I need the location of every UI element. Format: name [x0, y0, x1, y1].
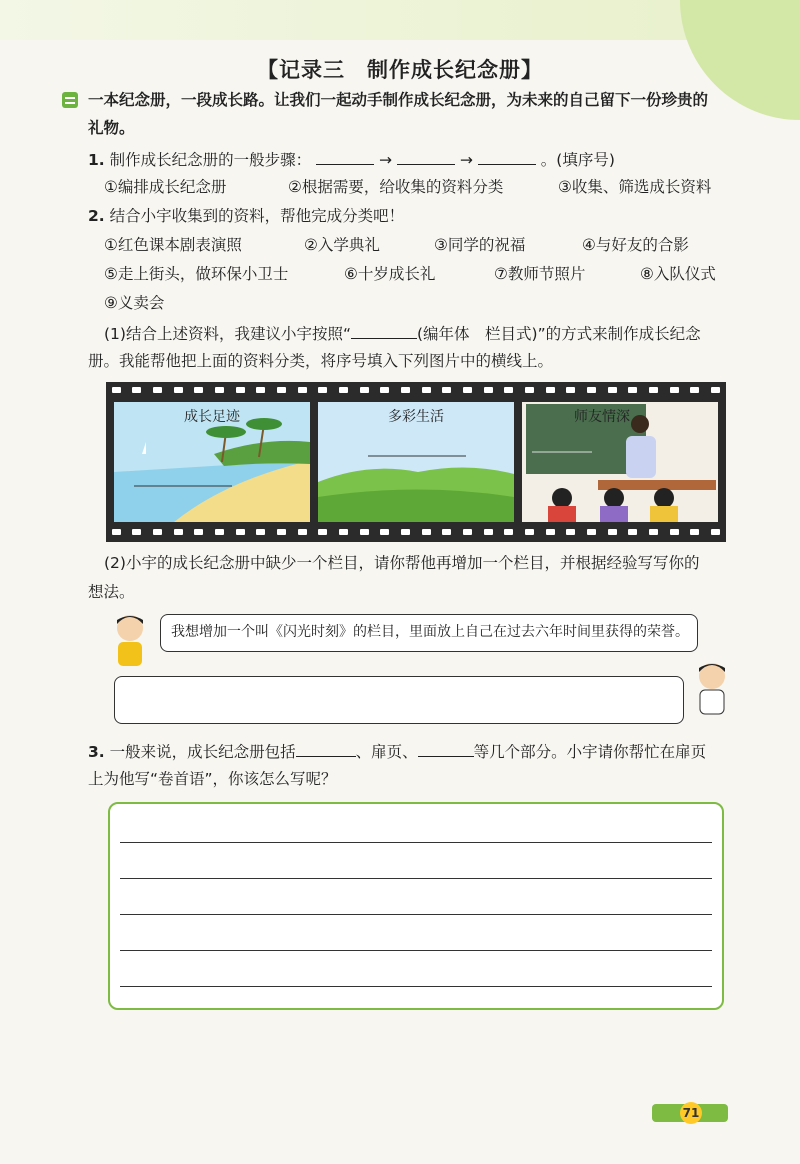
frame-teacher-friends [522, 402, 718, 522]
q3-text-b: 、扉页、 [355, 743, 418, 761]
q2-sub1-text-a: (1)结合上述资料，我建议小宇按照“ [104, 325, 351, 343]
q2-item: ③同学的祝福 [434, 236, 526, 254]
q2-item: ⑥十岁成长礼 [344, 265, 436, 283]
q3-line1 [88, 740, 706, 763]
q2-item: ⑤走上街头，做环保小卫士 [104, 265, 289, 283]
q1-option-2: ②根据需要，给收集的资料分类 [288, 178, 504, 196]
q1-blank-1[interactable] [316, 148, 374, 165]
frame-growth-footprints [114, 402, 310, 522]
page-title: 【记录三 制作成长纪念册】 [257, 58, 543, 82]
q2-sub1-text-b: (编年体 栏目式)”的方式来制作成长纪念 [417, 325, 701, 343]
q3-text-c: 等几个部分。小宇请你帮忙在扉页 [473, 743, 707, 761]
frame-label-3: 师友情深 [574, 409, 630, 425]
q1-number: 1. [88, 151, 105, 169]
q2-sub1-blank[interactable] [351, 322, 417, 339]
answer-bubble[interactable] [114, 676, 684, 724]
page-number-badge [652, 1104, 728, 1122]
q3-text-a: 一般来说，成长纪念册包括 [109, 743, 296, 761]
film-strip [106, 382, 726, 542]
q2-row [88, 205, 404, 227]
q2-item: ④与好友的合影 [582, 236, 689, 254]
frame-label-2: 多彩生活 [388, 409, 444, 425]
q2-sub2-line1: (2)小宇的成长纪念册中缺少一个栏目，请你帮他再增加一个栏目，并根据经验写写你的 [104, 554, 700, 572]
q1-blank-2[interactable] [397, 148, 455, 165]
boy-avatar-left [110, 612, 154, 670]
q2-item: ①红色课本剧表演照 [104, 236, 242, 254]
q2-prompt: 结合小宇收集到的资料，帮他完成分类吧！ [109, 207, 405, 225]
q1-prompt: 制作成长纪念册的一般步骤： [109, 151, 312, 169]
page-number: 71 [680, 1102, 702, 1124]
speech-bubble-example [160, 614, 698, 652]
q1-suffix: 。(填序号) [540, 151, 615, 169]
q2-sub2-line2: 想法。 [88, 583, 135, 601]
q2-item: ⑦教师节照片 [494, 265, 586, 283]
writing-line [120, 878, 712, 879]
writing-line [120, 914, 712, 915]
q3-blank-1[interactable] [296, 740, 356, 757]
q1-blank-3[interactable] [478, 148, 536, 165]
q3-line2: 上为他写“卷首语”，你该怎么写呢？ [88, 770, 337, 788]
list-icon [62, 92, 78, 108]
q3-blank-2[interactable] [418, 740, 474, 757]
intro-line-1: 一本纪念册，一段成长路。让我们一起动手制作成长纪念册，为未来的自己留下一份珍贵的 [88, 91, 709, 109]
writing-line [120, 986, 712, 987]
film-holes-top [106, 387, 726, 395]
writing-box[interactable] [108, 802, 724, 1010]
q2-item: ②入学典礼 [304, 236, 380, 254]
q2-number: 2. [88, 207, 105, 225]
q1-arrow-1: → [379, 151, 393, 169]
intro-line-2: 礼物。 [88, 119, 135, 137]
q3-number: 3. [88, 743, 105, 761]
q1-arrow-2: → [459, 151, 473, 169]
film-holes-bottom [106, 529, 726, 537]
q2-sub1-line1 [104, 322, 701, 345]
q1-option-1: ①编排成长纪念册 [104, 178, 227, 196]
q1-row [88, 148, 615, 171]
q2-sub1-line2: 册。我能帮他把上面的资料分类，将序号填入下列图片中的横线上。 [88, 352, 554, 370]
frame-colorful-life [318, 402, 514, 522]
q2-item: ⑨义卖会 [104, 294, 165, 312]
bubble-example-text: 我想增加一个叫《闪光时刻》的栏目，里面放上自己在过去六年时间里获得的荣誉。 [171, 624, 689, 640]
writing-line [120, 950, 712, 951]
writing-line [120, 842, 712, 843]
q1-option-3: ③收集、筛选成长资料 [558, 178, 712, 196]
boy-avatar-right [690, 660, 734, 718]
frame-label-1: 成长足迹 [184, 409, 240, 425]
q2-item: ⑧入队仪式 [640, 265, 716, 283]
